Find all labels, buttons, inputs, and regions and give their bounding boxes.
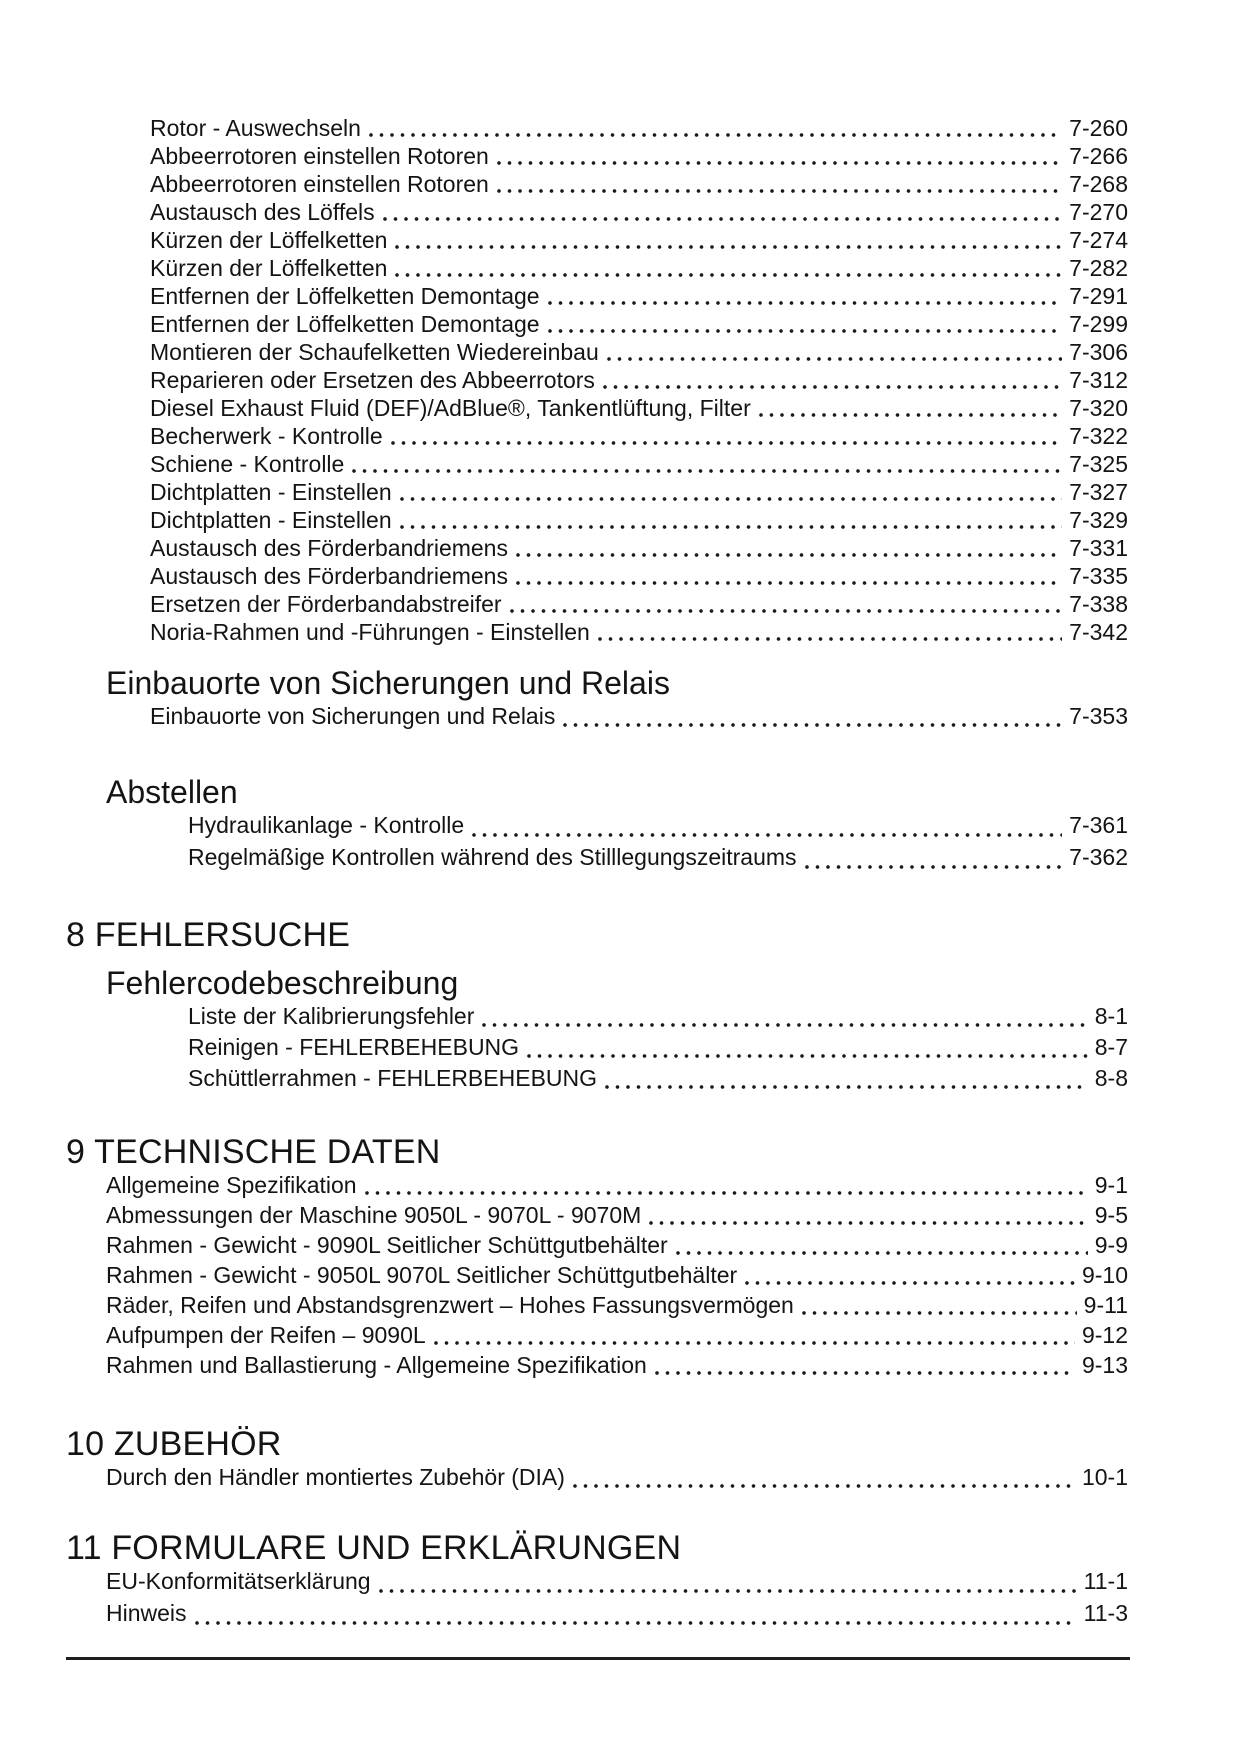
toc-page-number: 9-13 — [1081, 1352, 1128, 1378]
toc-page-number: 7-312 — [1069, 367, 1128, 393]
dot-leader — [434, 1341, 1075, 1345]
toc-entry-label: Reparieren oder Ersetzen des Abbeerrotors — [150, 367, 595, 393]
toc-page-number: 7-306 — [1069, 339, 1128, 365]
toc-page-number: 9-1 — [1094, 1172, 1128, 1198]
toc-entry-label: Entfernen der Löffelketten Demontage — [150, 311, 540, 337]
toc-entry[interactable] — [150, 619, 1128, 647]
toc-entry[interactable] — [150, 339, 1128, 367]
toc-page-number: 11-3 — [1083, 1600, 1128, 1626]
toc-entry[interactable] — [106, 1600, 1128, 1632]
toc-entry-label: Räder, Reifen und Abstandsgrenzwert – Hohes Fassungsvermögen — [106, 1292, 794, 1318]
toc-entry[interactable] — [188, 1003, 1128, 1034]
toc-entry-label: Abbeerrotoren einstellen Rotoren — [150, 171, 489, 197]
toc-entry[interactable] — [150, 171, 1128, 199]
toc-entry-label: Austausch des Förderbandriemens — [150, 563, 508, 589]
toc-entry-label: Abmessungen der Maschine 9050L - 9070L - 9070M — [106, 1202, 642, 1228]
toc-entry-label: Regelmäßige Kontrollen während des Stilllegungszeitraums — [188, 844, 797, 870]
toc-entry-label: Kürzen der Löffelketten — [150, 227, 388, 253]
toc-page-number: 7-331 — [1069, 535, 1128, 561]
toc-entry[interactable] — [150, 591, 1128, 619]
dot-leader — [802, 1311, 1077, 1315]
toc-page-number: 8-1 — [1094, 1003, 1128, 1029]
dot-leader — [649, 1221, 1087, 1225]
toc-entry[interactable] — [106, 1464, 1128, 1495]
toc-page-number: 7-268 — [1069, 171, 1128, 197]
toc-entry-label: Entfernen der Löffelketten Demontage — [150, 283, 540, 309]
dot-leader — [497, 161, 1062, 165]
dot-leader — [195, 1621, 1077, 1625]
toc-page-number: 7-338 — [1069, 591, 1128, 617]
bottom-rule — [66, 1657, 1130, 1660]
toc-entry-group — [106, 1464, 1128, 1495]
toc-page-number: 11-1 — [1083, 1568, 1128, 1594]
dot-leader — [369, 133, 1062, 137]
toc-entry-group — [106, 1172, 1128, 1382]
toc-entry-label: Liste der Kalibrierungsfehler — [188, 1003, 475, 1029]
dot-leader — [655, 1371, 1075, 1375]
toc-page-number: 7-329 — [1069, 507, 1128, 533]
toc-entry-group — [150, 703, 1128, 734]
dot-leader — [352, 469, 1062, 473]
toc-entry[interactable] — [188, 812, 1128, 844]
toc-entry-label: EU-Konformitätserklärung — [106, 1568, 371, 1594]
toc-page-number: 7-361 — [1069, 812, 1128, 838]
toc-entry-label: Abbeerrotoren einstellen Rotoren — [150, 143, 489, 169]
toc-entry-label: Durch den Händler montiertes Zubehör (DIA) — [106, 1464, 565, 1490]
toc-page-number: 7-335 — [1069, 563, 1128, 589]
toc-entry[interactable] — [106, 1352, 1128, 1382]
toc-entry-label: Rahmen - Gewicht - 9050L 9070L Seitlicher Schüttgutbehälter — [106, 1262, 738, 1288]
dot-leader — [516, 581, 1062, 585]
toc-entry[interactable] — [150, 199, 1128, 227]
toc-entry-group — [106, 1568, 1128, 1632]
toc-entry-group — [188, 812, 1128, 876]
toc-entry[interactable] — [106, 1172, 1128, 1202]
toc-page-number: 7-325 — [1069, 451, 1128, 477]
toc-page-number: 9-5 — [1094, 1202, 1128, 1228]
toc-page-number: 7-342 — [1069, 619, 1128, 645]
toc-entry[interactable] — [106, 1262, 1128, 1292]
toc-entry[interactable] — [150, 283, 1128, 311]
toc-page-number: 7-353 — [1069, 703, 1128, 729]
dot-leader — [527, 1054, 1088, 1058]
toc-page-number: 7-266 — [1069, 143, 1128, 169]
chapter-heading: 8 FEHLERSUCHE — [66, 916, 351, 954]
dot-leader — [391, 441, 1063, 445]
toc-entry-label: Reinigen - FEHLERBEHEBUNG — [188, 1034, 520, 1060]
toc-page-number: 7-327 — [1069, 479, 1128, 505]
toc-entry-label: Schiene - Kontrolle — [150, 451, 345, 477]
toc-entry-group — [150, 115, 1128, 647]
toc-entry[interactable] — [150, 563, 1128, 591]
toc-entry[interactable] — [150, 227, 1128, 255]
chapter-heading: 10 ZUBEHÖR — [66, 1425, 282, 1463]
dot-leader — [598, 637, 1062, 641]
toc-entry[interactable] — [150, 423, 1128, 451]
toc-page-number: 7-320 — [1069, 395, 1128, 421]
toc-entry[interactable] — [150, 115, 1128, 143]
section-heading: Fehlercodebeschreibung — [106, 965, 459, 1001]
toc-page-number: 7-291 — [1069, 283, 1128, 309]
toc-page-number: 7-260 — [1069, 115, 1128, 141]
dot-leader — [379, 1589, 1077, 1593]
toc-entry-label: Allgemeine Spezifikation — [106, 1172, 357, 1198]
toc-entry[interactable] — [150, 535, 1128, 563]
toc-entry-label: Hinweis — [106, 1600, 187, 1626]
dot-leader — [805, 865, 1063, 869]
toc-entry-label: Ersetzen der Förderbandabstreifer — [150, 591, 502, 617]
toc-entry[interactable] — [188, 1065, 1128, 1096]
toc-entry-label: Austausch des Förderbandriemens — [150, 535, 508, 561]
toc-page-number: 7-274 — [1069, 227, 1128, 253]
dot-leader — [482, 1023, 1087, 1027]
toc-entry-label: Hydraulikanlage - Kontrolle — [188, 812, 465, 838]
dot-leader — [548, 301, 1063, 305]
toc-entry[interactable] — [150, 255, 1128, 283]
toc-page-number: 10-1 — [1081, 1464, 1128, 1490]
chapter-heading: 9 TECHNISCHE DATEN — [66, 1133, 441, 1171]
dot-leader — [472, 833, 1062, 837]
toc-entry[interactable] — [106, 1292, 1128, 1322]
dot-leader — [383, 217, 1063, 221]
dot-leader — [400, 497, 1063, 501]
dot-leader — [676, 1251, 1088, 1255]
toc-entry[interactable] — [150, 479, 1128, 507]
dot-leader — [607, 357, 1062, 361]
toc-entry-label: Rotor - Auswechseln — [150, 115, 361, 141]
toc-entry-group — [188, 1003, 1128, 1096]
toc-entry-label: Dichtplatten - Einstellen — [150, 507, 392, 533]
dot-leader — [395, 245, 1062, 249]
toc-page-number: 7-270 — [1069, 199, 1128, 225]
toc-page-number: 7-362 — [1069, 844, 1128, 870]
toc-entry-label: Rahmen und Ballastierung - Allgemeine Spezifikation — [106, 1352, 647, 1378]
dot-leader — [573, 1484, 1075, 1488]
dot-leader — [563, 723, 1062, 727]
toc-entry[interactable] — [150, 451, 1128, 479]
dot-leader — [759, 413, 1062, 417]
dot-leader — [603, 385, 1062, 389]
toc-entry[interactable] — [188, 1034, 1128, 1065]
toc-page-number: 9-12 — [1081, 1322, 1128, 1348]
toc-entry-label: Rahmen - Gewicht - 9090L Seitlicher Schüttgutbehälter — [106, 1232, 668, 1258]
dot-leader — [510, 609, 1063, 613]
dot-leader — [400, 525, 1063, 529]
toc-entry[interactable] — [150, 703, 1128, 734]
toc-entry[interactable] — [106, 1568, 1128, 1600]
dot-leader — [497, 189, 1062, 193]
toc-page-number: 9-10 — [1081, 1262, 1128, 1288]
toc-entry-label: Becherwerk - Kontrolle — [150, 423, 383, 449]
dot-leader — [365, 1191, 1088, 1195]
toc-entry[interactable] — [106, 1202, 1128, 1232]
toc-entry-label: Diesel Exhaust Fluid (DEF)/AdBlue®, Tankentlüftung, Filter — [150, 395, 751, 421]
toc-page-number: 8-8 — [1094, 1065, 1128, 1091]
dot-leader — [516, 553, 1062, 557]
chapter-heading: 11 FORMULARE UND ERKLÄRUNGEN — [66, 1529, 682, 1567]
toc-entry-label: Einbauorte von Sicherungen und Relais — [150, 703, 556, 729]
toc-entry[interactable] — [188, 844, 1128, 876]
toc-entry-label: Noria-Rahmen und -Führungen - Einstellen — [150, 619, 590, 645]
toc-entry[interactable] — [150, 311, 1128, 339]
toc-entry[interactable] — [150, 395, 1128, 423]
toc-entry-label: Aufpumpen der Reifen – 9090L — [106, 1322, 426, 1348]
toc-entry-label: Austausch des Löffels — [150, 199, 375, 225]
toc-entry[interactable] — [106, 1322, 1128, 1352]
toc-entry[interactable] — [150, 143, 1128, 171]
toc-entry[interactable] — [150, 367, 1128, 395]
toc-entry-label: Kürzen der Löffelketten — [150, 255, 388, 281]
dot-leader — [605, 1085, 1088, 1089]
toc-entry[interactable] — [106, 1232, 1128, 1262]
dot-leader — [395, 273, 1062, 277]
toc-entry-label: Dichtplatten - Einstellen — [150, 479, 392, 505]
section-heading: Einbauorte von Sicherungen und Relais — [106, 665, 670, 701]
toc-entry-label: Schüttlerrahmen - FEHLERBEHEBUNG — [188, 1065, 598, 1091]
toc-page-number: 7-282 — [1069, 255, 1128, 281]
dot-leader — [548, 329, 1063, 333]
toc-page-number: 8-7 — [1094, 1034, 1128, 1060]
toc-page-number: 7-322 — [1069, 423, 1128, 449]
toc-page-number: 7-299 — [1069, 311, 1128, 337]
toc-entry[interactable] — [150, 507, 1128, 535]
toc-entry-label: Montieren der Schaufelketten Wiedereinbau — [150, 339, 599, 365]
dot-leader — [745, 1281, 1075, 1285]
section-heading: Abstellen — [106, 774, 238, 810]
toc-page-number: 9-11 — [1083, 1292, 1128, 1318]
toc-page-number: 9-9 — [1094, 1232, 1128, 1258]
